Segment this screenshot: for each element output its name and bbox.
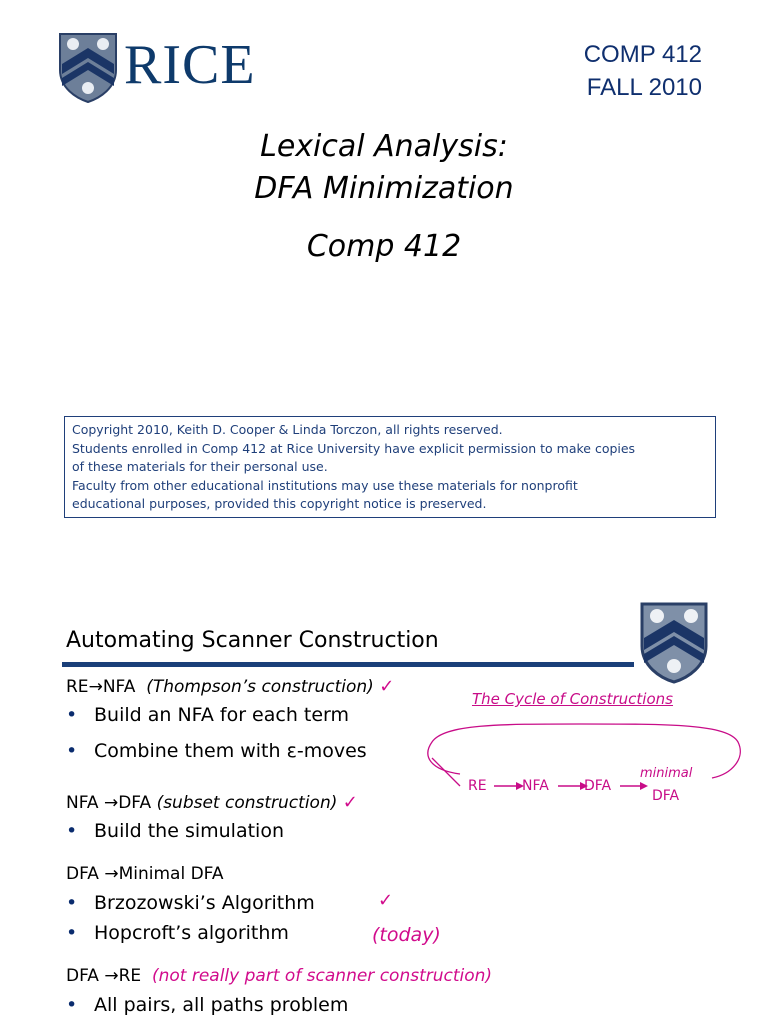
checkmark-icon: ✓ xyxy=(378,890,394,911)
list-item xyxy=(66,922,289,944)
title-line-2: DFA Minimization xyxy=(254,171,514,206)
title-divider xyxy=(62,662,634,667)
bullet-icon: • xyxy=(66,704,78,726)
list-item xyxy=(66,740,367,762)
course-label xyxy=(584,38,702,104)
arrow-icon: → xyxy=(88,677,103,697)
term-dfa: DFA xyxy=(66,864,105,884)
cycle-title: The Cycle of Constructions xyxy=(472,690,673,708)
bullet-icon: • xyxy=(66,740,78,762)
section-dfa-re-heading xyxy=(66,966,492,986)
list-item xyxy=(66,820,284,842)
term-nfa: NFA xyxy=(102,677,136,697)
bullet-icon: • xyxy=(66,820,78,842)
cycle-loop xyxy=(428,724,740,778)
rice-wordmark: RICE xyxy=(124,34,256,96)
term-nfa: NFA xyxy=(66,793,104,813)
section-dfa-min-heading xyxy=(66,864,224,884)
bullet-icon: • xyxy=(66,994,78,1016)
term-minimal-dfa: Minimal DFA xyxy=(118,864,224,884)
course-term: FALL 2010 xyxy=(586,74,702,101)
arrow-icon: → xyxy=(104,864,119,884)
title-line-1: Lexical Analysis: xyxy=(260,129,508,164)
list-item xyxy=(66,704,349,726)
today-note: (today) xyxy=(372,924,441,946)
term-dfa: DFA xyxy=(118,793,152,813)
term-re: RE xyxy=(118,966,142,986)
bullet-icon: • xyxy=(66,892,78,914)
bullet-text: Build the simulation xyxy=(94,820,284,842)
section-note: (subset construction) xyxy=(156,793,338,813)
section-re-nfa-heading xyxy=(66,676,394,697)
checkmark-icon: ✓ xyxy=(379,676,395,697)
bullet-icon: • xyxy=(66,922,78,944)
bullet-text: Hopcroft’s algorithm xyxy=(94,922,289,944)
arrow-icon: → xyxy=(103,793,119,813)
copyright-line: Students enrolled in Comp 412 at Rice University have explicit permission to make copies xyxy=(72,440,636,456)
bullet-text: All pairs, all paths problem xyxy=(94,994,349,1016)
copyright-line: of these materials for their personal use. xyxy=(72,459,328,474)
slide2-title: Automating Scanner Construction xyxy=(66,628,439,653)
term-dfa: DFA xyxy=(66,966,105,986)
copyright-notice xyxy=(64,416,716,518)
list-item xyxy=(66,994,348,1016)
section-note: (not really part of scanner construction) xyxy=(151,966,493,986)
arrow-icon: → xyxy=(104,966,119,986)
term-re: RE xyxy=(66,677,89,697)
course-code: COMP 412 xyxy=(583,41,702,68)
cycle-loop-entry xyxy=(432,758,460,786)
checkmark-icon: ✓ xyxy=(342,792,358,813)
bullet-text: Brzozowski’s Algorithm xyxy=(94,892,315,914)
rice-shield-logo xyxy=(56,30,120,104)
bullet-text: Combine them with ε-moves xyxy=(94,740,367,762)
copyright-line: educational purposes, provided this copyright notice is preserved. xyxy=(72,496,487,511)
cycle-node-re: RE xyxy=(468,778,487,794)
rice-shield-logo-small xyxy=(638,600,710,684)
section-nfa-dfa-heading xyxy=(66,792,358,813)
copyright-line: Copyright 2010, Keith D. Cooper & Linda Torczon, all rights reserved. xyxy=(72,422,503,437)
cycle-diagram xyxy=(420,712,750,812)
section-note: (Thompson’s construction) xyxy=(146,677,374,697)
cycle-node-dfa: DFA xyxy=(584,778,612,794)
cycle-minimal-label: minimal xyxy=(640,766,693,781)
bullet-text: Build an NFA for each term xyxy=(94,704,350,726)
list-item xyxy=(66,892,315,914)
cycle-node-nfa: NFA xyxy=(522,778,549,794)
slide-title xyxy=(0,126,768,268)
slide-subtitle: Comp 412 xyxy=(306,229,462,264)
cycle-node-min-dfa: DFA xyxy=(652,788,680,804)
copyright-line: Faculty from other educational institutions may use these materials for nonprofit xyxy=(72,477,578,493)
